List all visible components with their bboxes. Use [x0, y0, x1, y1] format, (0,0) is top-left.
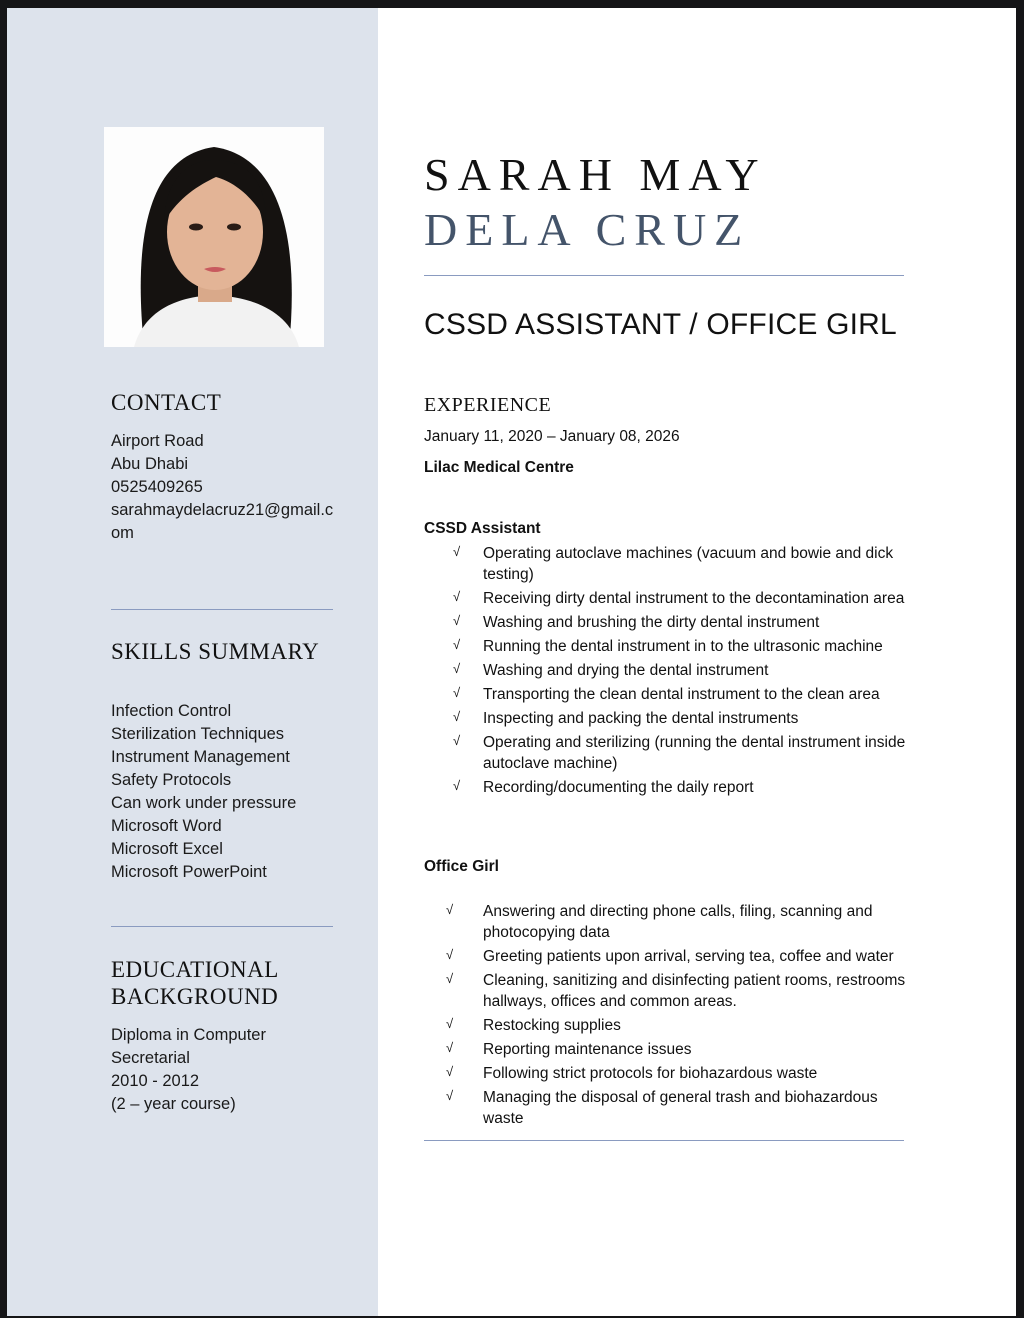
contact-heading: CONTACT [111, 390, 222, 415]
duty-item [424, 543, 914, 585]
education-duration: (2 – year course) [111, 1095, 236, 1113]
skill-item: Instrument Management [111, 748, 290, 766]
duty-text: Reporting maintenance issues [483, 1041, 692, 1058]
duty-list [424, 543, 914, 801]
skill-item: Infection Control [111, 702, 232, 720]
divider [424, 1140, 904, 1141]
skills-list [111, 700, 296, 884]
duty-text: Washing and drying the dental instrument [483, 662, 769, 679]
skills-heading: SKILLS SUMMARY [111, 639, 320, 664]
check-icon: √ [453, 637, 461, 652]
check-icon: √ [446, 1040, 454, 1055]
check-icon: √ [446, 971, 454, 986]
divider [111, 926, 333, 927]
check-icon: √ [453, 778, 461, 793]
role-title: Office Girl [424, 858, 499, 875]
check-icon: √ [446, 1064, 454, 1079]
duty-text: Recording/documenting the daily report [483, 779, 754, 796]
education-degree: Diploma in Computer [111, 1026, 266, 1044]
skill-item: Sterilization Techniques [111, 725, 285, 743]
duty-text: Operating and sterilizing (running the dental instrument inside autoclave machine) [483, 734, 906, 772]
duty-list [424, 901, 914, 1132]
profile-photo [104, 127, 324, 347]
duty-item [424, 1063, 914, 1084]
duty-item [424, 1015, 914, 1036]
check-icon: √ [453, 661, 461, 676]
check-icon: √ [446, 902, 454, 917]
resume-page [7, 8, 1016, 1316]
duty-item [424, 970, 914, 1012]
skill-item: Microsoft Word [111, 817, 222, 835]
duty-item [424, 901, 914, 943]
check-icon: √ [453, 709, 461, 724]
check-icon: √ [453, 685, 461, 700]
duty-text: Receiving dirty dental instrument to the decontamination area [483, 590, 905, 607]
duty-text: Managing the disposal of general trash and biohazardous waste [483, 1089, 878, 1127]
duty-item [424, 612, 914, 633]
role-title: CSSD Assistant [424, 520, 541, 537]
check-icon: √ [453, 733, 461, 748]
check-icon: √ [453, 544, 461, 559]
duty-item [424, 636, 914, 657]
duty-item [424, 1087, 914, 1129]
contact-details [111, 430, 333, 545]
education-heading-line: BACKGROUND [111, 984, 279, 1009]
duty-item [424, 1039, 914, 1060]
contact-email: sarahmaydelacruz21@gmail.c [111, 501, 334, 519]
contact-phone: 0525409265 [111, 478, 203, 496]
education-heading [111, 956, 279, 1010]
skill-item: Microsoft Excel [111, 840, 223, 858]
job-title: CSSD ASSISTANT / OFFICE GIRL [424, 308, 897, 341]
experience-dates: January 11, 2020 – January 08, 2026 [424, 428, 680, 445]
name-first: SARAH MAY [424, 149, 767, 200]
duty-text: Inspecting and packing the dental instruments [483, 710, 799, 727]
check-icon: √ [453, 613, 461, 628]
sidebar [7, 8, 378, 1316]
duty-item [424, 732, 914, 774]
duty-text: Greeting patients upon arrival, serving tea, coffee and water [483, 948, 894, 965]
contact-address-line: Airport Road [111, 432, 204, 450]
duty-item [424, 777, 914, 798]
duty-item [424, 660, 914, 681]
duty-text: Restocking supplies [483, 1017, 621, 1034]
check-icon: √ [453, 589, 461, 604]
duty-text: Operating autoclave machines (vacuum and bowie and dick testing) [483, 545, 894, 583]
education-years: 2010 - 2012 [111, 1072, 200, 1090]
skill-item: Safety Protocols [111, 771, 232, 789]
duty-text: Running the dental instrument in to the ultrasonic machine [483, 638, 883, 655]
experience-heading: EXPERIENCE [424, 394, 552, 416]
divider [424, 275, 904, 276]
duty-text: Answering and directing phone calls, filing, scanning and photocopying data [483, 903, 873, 941]
employer-name: Lilac Medical Centre [424, 459, 574, 476]
skill-item: Microsoft PowerPoint [111, 863, 267, 881]
duty-text: Cleaning, sanitizing and disinfecting patient rooms, restrooms hallways, offices and common areas. [483, 972, 906, 1010]
contact-email-wrap: om [111, 524, 134, 542]
name-last: DELA CRUZ [424, 204, 751, 255]
duty-text: Transporting the clean dental instrument to the clean area [483, 686, 880, 703]
education-details [111, 1024, 266, 1116]
education-degree-wrap: Secretarial [111, 1049, 190, 1067]
duty-item [424, 684, 914, 705]
divider [111, 609, 333, 610]
duty-text: Following strict protocols for biohazardous waste [483, 1065, 818, 1082]
check-icon: √ [446, 947, 454, 962]
contact-city: Abu Dhabi [111, 455, 189, 473]
skill-item: Can work under pressure [111, 794, 297, 812]
check-icon: √ [446, 1016, 454, 1031]
check-icon: √ [446, 1088, 454, 1103]
duty-item [424, 946, 914, 967]
duty-item [424, 588, 914, 609]
education-heading-line: EDUCATIONAL [111, 957, 279, 982]
duty-text: Washing and brushing the dirty dental instrument [483, 614, 820, 631]
duty-item [424, 708, 914, 729]
